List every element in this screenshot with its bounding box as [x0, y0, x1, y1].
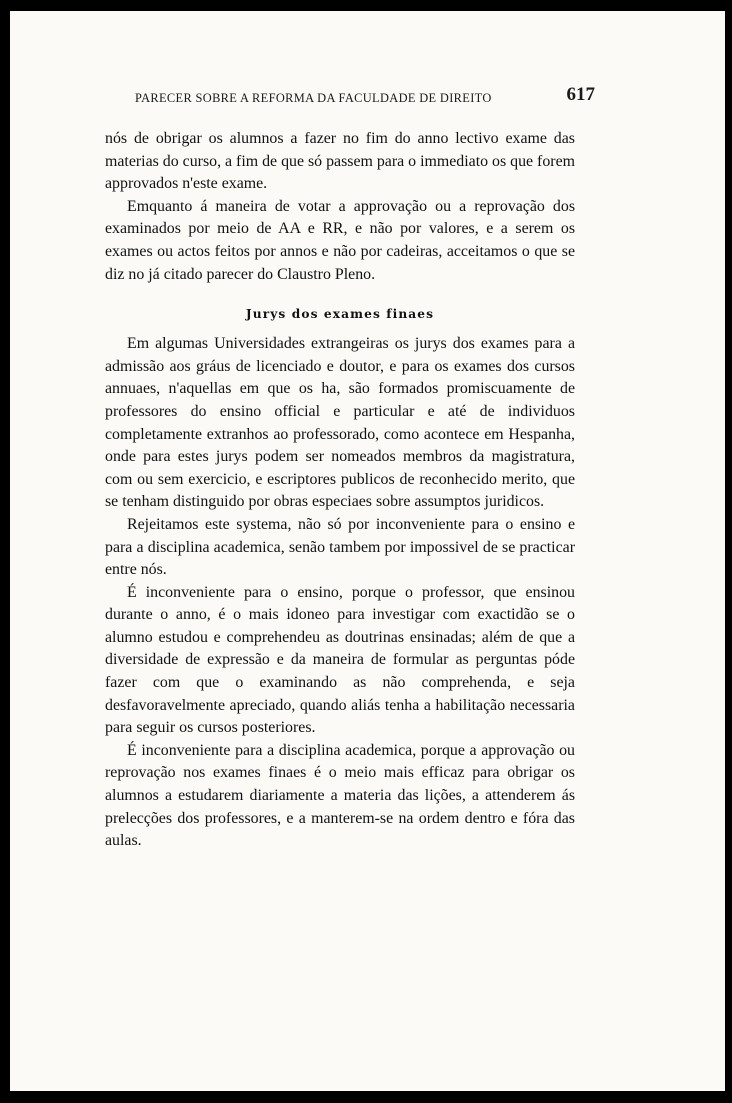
section-heading: Jurys dos exames finaes	[245, 307, 435, 322]
paragraph-rejection: Rejeitamos este systema, não só por inconveniente para o ensino e para a disciplina academica, senão tambem por impossivel de se practicar entre nós.	[105, 515, 575, 579]
paragraph-continuation: nós de obrigar os alumnos a fazer no fim do anno lectivo exame das materias do curso, a fim de que só passem para o immediato os que forem approvados n'este exame.	[105, 130, 575, 193]
book-page	[10, 11, 725, 1091]
paragraph-voting-method: Emquanto á maneira de votar a approvação ou a reprovação dos examinados por meio de AA e RR, e não por valores, e a serem os exames ou actos feitos por annos e não por cadeiras, acceitamos o que se diz no já citado parecer do Claustro Pleno.	[105, 197, 575, 283]
running-title: PARECER SOBRE A REFORMA DA FACULDADE DE DIREITO	[135, 91, 492, 105]
paragraph-discipline-inconvenience: É inconveniente para a disciplina academica, porque a approvação ou reprovação nos exames finaes é o meio mais efficaz para obrigar os alumnos a estudarem diariamente a materia das lições, a attenderem ás prelecções dos professores, e a manterem-se na ordem dentro e fóra das aulas.	[105, 741, 575, 850]
paragraph-foreign-universities: Em algumas Universidades extrangeiras os jurys dos exames para a admissão aos gráus de licenciado e doutor, e para os exames dos cursos annuaes, n'aquellas em que os ha, são formados promiscuamente de professores do ensino official e particular e até de individuos completamente extranhos ao professorado, como acontece em Hespanha, onde para estes jurys podem ser nomeados membros da magistratura, com ou sem exercicio, e escriptores publicos de reconhecido merito, que se tenham distinguido por obras especiaes sobre assumptos juridicos.	[105, 335, 575, 511]
page-number: 617	[566, 84, 595, 105]
paragraph-teaching-inconvenience: É inconveniente para o ensino, porque o professor, que ensinou durante o anno, é o mais idoneo para investigar com exactidão se o alumno estudou e comprehendeu as doutrinas ensinadas; além de que a diversidade de expressão e da maneira de formular as perguntas póde fazer com que o examinando as não comprehenda, e seja desfavoravelmente apreciado, quando aliás tenha a habilitação necessaria para seguir os cursos posteriores.	[105, 583, 575, 737]
body-text	[105, 128, 575, 853]
